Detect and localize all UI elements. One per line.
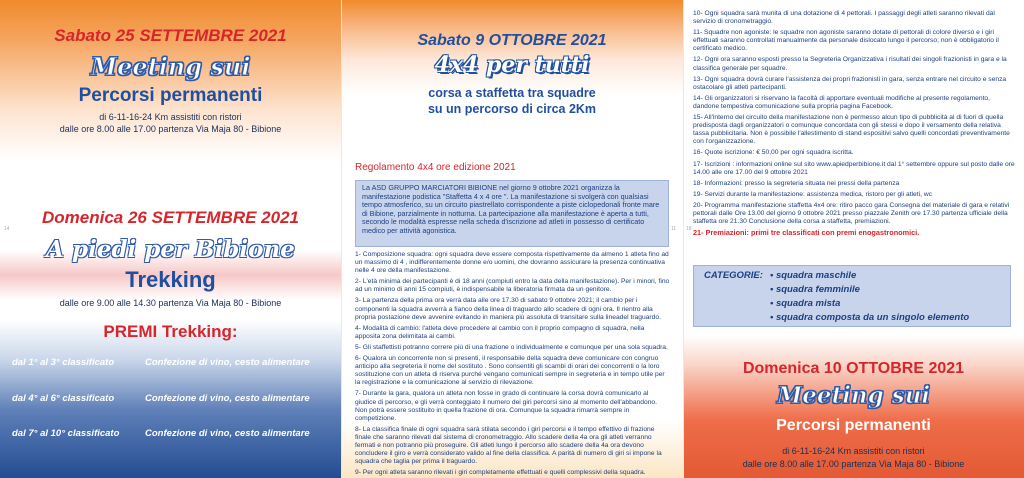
category-item: • squadra mista (770, 298, 841, 309)
rule-item: 18- Informazioni: presso la segreteria situata nei pressi della partenza (693, 179, 900, 187)
time-info: dalle ore 8.00 alle 17.00 partenza Via Maja 80 - Bibione (59, 124, 282, 134)
4x4-title: 4x4 per tutti (434, 52, 590, 78)
prize-desc: Confezione di vino, cesto alimentare (145, 428, 310, 439)
trekking-time-info: dalle ore 9.00 alle 14.30 partenza Via Maja 80 - Bibione (59, 298, 282, 308)
rules-list-left (355, 251, 671, 478)
prize-desc: Confezione di vino, cesto alimentare (145, 357, 310, 368)
panel-4x4-rules (341, 0, 683, 478)
rule-item: 13- Ogni squadra dovrà curare l'assistenza dei propri frazionisti in gara, senza entrare nel circuito e senza ostacolare gli atleti partecipanti. (693, 75, 1007, 91)
rule-item: 12- Ogni ora saranno esposti presso la Segreteria Organizzativa i risultati dei singoli frazionisti in gara e la classifica generale per squadre. (693, 56, 1007, 72)
prize-rank: dal 4° al 6° classificato (12, 393, 115, 404)
regulation-title: Regolamento 4x4 ore edizione 2021 (355, 162, 516, 173)
rule-item: 3- La partenza della prima ora verrà data alle ore 17.30 di sabato 9 ottobre 2021; il cambio per i componenti la squadra avverrà a fianco della linea di traguardo allo scadere di ogni ora. Il rientro alla propria postazione deve avvenire evitando in maniera più assoluta di transitare sulla lineadel traguardo. (355, 297, 661, 321)
date-heading-sept-26: Domenica 26 SETTEMBRE 2021 (42, 208, 299, 227)
rule-item: 8- La classifica finale di ogni squadra sarà stilata secondo i giri percorsi e il tempo effettivo di frazione finale che saranno rilevati dal sistema di cronometraggio. Allo scadere della 4a ora gli atleti verranno fermati e non potranno più proseguire. Gli atleti lungo il percorso allo scadere della 4a ora devono concludere il giro e verrà considerato valido al fine della classifica. A parità di numero di giri si impone la squadra che taglia per prima il traguardo. (355, 425, 662, 466)
time-info: dalle ore 8.00 alle 17.00 partenza Via Maja 80 - Bibione (742, 459, 965, 469)
regulation-intro-text: La ASD GRUPPO MARCIATORI BIBIONE nel giorno 9 ottobre 2021 organizza la manifestazione podistica "Staffetta 4 x 4 ore ". La manifestazione si svolgerà con qualsiasi tempo atmosferico, su un circuito piastrellato corrispondente a piste ciclopedonali fronte mare di Bibione, parzialmente in notturna. La partecipazione alla manifestazione è aperta a tutti, secondo le modalità espresse nella scheda d'iscrizione ad atleti in possesso di certificato medico per attività agonistica. (362, 183, 660, 235)
date-heading-oct-9: Sabato 9 OTTOBRE 2021 (417, 32, 607, 49)
rule-item: 4- Modalità di cambio: l'atleta deve procedere al cambio con il proprio compagno di squadra, nella apposita zona delimitata ai cambi. (355, 324, 645, 340)
category-item: • squadra femminile (770, 284, 860, 295)
page-number: 18 (686, 226, 692, 232)
fold-line (683, 0, 684, 478)
meeting-title: Meeting sui (776, 382, 931, 409)
prize-rank: dal 1° al 3° classificato (12, 357, 115, 368)
km-info: di 6-11-16-24 Km assistiti con ristori (782, 446, 925, 456)
trekking-title: Trekking (125, 267, 216, 292)
date-heading-oct-10: Domenica 10 OTTOBRE 2021 (742, 360, 965, 377)
rule-item: 2- L'età minima dei partecipanti è di 18 anni (compiuti entro la data della manifestazione). Per i minori, fino ad un minimo di anni 15 compiuti, è indispensabile la liberatoria firmata da un genitore. (355, 278, 670, 294)
categories-label: CATEGORIE: (704, 270, 763, 281)
percorsi-title: Percorsi permanenti (78, 85, 263, 106)
meeting-title: Meeting sui (90, 52, 251, 81)
category-item: • squadra composta da un singolo elemento (770, 312, 970, 323)
rule-item: 6- Qualora un concorrente non si presenti, il responsabile della squadra deve comunicare con congruo anticipo alla segreteria il nome del sostituto . Sono consentiti gli scambi di orari dei concorrenti o la loro sostituzione con un atleta di riserva purché vengano comunicati sempre in segreteria e in tempo utile per la registrazione e la comunicazione al servizio di rilevazione. (355, 355, 665, 387)
rule-item: 10- Ogni squadra sarà munita di una dotazione di 4 pettorali. I passaggi degli atleti saranno rilevati dal servizio di cronometraggio. (693, 10, 995, 26)
rule-item: 14- Gli organizzatori si riservano la facoltà di apportare eventuali modifiche al presente regolamento, dandone tempestiva comunicazione sulla propria pagina Facebook. (693, 94, 991, 110)
rule-item: 5- Gli staffettisti potranno correre più di una frazione o individualmente e comunque per una sola squadra. (355, 343, 668, 351)
categories-box (693, 265, 1011, 327)
panel-september-events (0, 0, 341, 478)
rule-premiazioni: 21- Premiazioni: primi tre classificati con premi enogastronomici. (693, 228, 920, 238)
date-heading-sept-25: Sabato 25 SETTEMBRE 2021 (54, 26, 287, 45)
prize-desc: Confezione di vino, cesto alimentare (145, 393, 310, 404)
page-number: 14 (4, 226, 10, 232)
prize-rank: dal 7° al 10° classificato (12, 428, 120, 439)
rule-item: 11- Squadre non agoniste: le squadre non agoniste saranno dotate di pettorali di colore diverso e i giri effettuati saranno controllati manualmente da personale dislocato lungo il percorso; non è obbligatorio il certificato medico. (693, 29, 999, 53)
rule-item: 19- Servizi durante la manifestazione: assistenza medica, ristoro per gli atleti, wc (693, 190, 932, 198)
rules-list-right (693, 10, 1015, 240)
rule-item: 1- Composizione squadra: ogni squadra deve essere composta rispettivamente da almeno 1 atleta fino ad un massimo di 4 , indifferentemente donne e/o uomini, che dovranno assicurare la presenza continuativa nelle 4 ore della manifestazione. (355, 251, 669, 275)
page-number: 11 (671, 226, 677, 232)
rule-item: 9- Per ogni atleta saranno rilevati i giri completamente effettuati e quelli complessivi della squadra. (355, 469, 646, 477)
rule-item: 7- Durante la gara, qualora un atleta non fosse in grado di continuare la corsa dovrà comunicarlo al giudice di percorso, e gli verrà conteggiato il numero dei giri percorsi sino al momento dell'abbandono. Non potrà essere sostituito in quella frazione di ora. Comunque la squadra rimarrà sempre in competizione. (355, 390, 658, 422)
premi-title: PREMI Trekking: (103, 322, 238, 341)
category-item: • squadra maschile (770, 270, 857, 281)
fold-line (341, 0, 342, 478)
subtitle-relay: corsa a staffetta tra squadre (428, 86, 596, 100)
percorsi-title: Percorsi permanenti (776, 417, 931, 434)
rule-item: 17- Iscrizioni : informazioni online sul sito www.apiedperbibione.it dal 1° settembre oppure sul posto dalle ore 14.00 alle ore 17.00 del 9 ottobre 2021 (693, 160, 1015, 176)
rule-item: 16- Quote iscrizione: € 50,00 per ogni squadra iscritta. (693, 149, 854, 157)
regulation-intro-box (355, 180, 669, 247)
rule-item: 15- All'interno del circuito della manifestazione non è permesso alcun tipo di pubblicità al di fuori di quella predisposta dagli organizzatori o comunque concordata con gli stessi e dopo il versamento della relativa tassa pubblicitaria. Non è possibile l'allestimento di stand espositivi salvo quelli concordati preventivamente con l'organizzazione. (693, 114, 1010, 146)
apiedi-title: A piedi per Bibione (46, 236, 295, 263)
panel-rules-october (683, 0, 1024, 478)
km-info: di 6-11-16-24 Km assistiti con ristori (99, 112, 242, 122)
rule-item: 20- Programma manifestazione staffetta 4x4 ore: ritiro pacco gara Consegna del materiale di gara e relativi pettorali dalle Ore 13.00 del giorno 9 ottobre 2021 presso piazzale Zenith ore 17.30 partenza ufficiale della staffetta ore 21.30 Conclusione della corsa a staffetta, premiazioni. (693, 201, 1010, 226)
subtitle-distance: su un percorso di circa 2Km (427, 102, 597, 116)
